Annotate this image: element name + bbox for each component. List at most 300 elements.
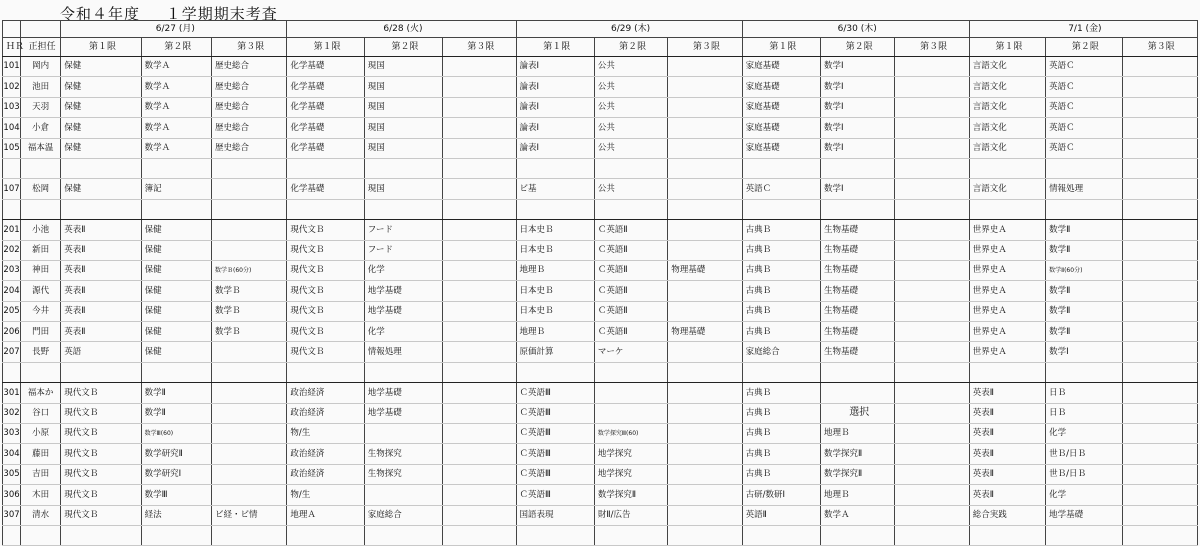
subject-cell: 英語 [61,342,141,362]
subject-cell: 日本史Ｂ [516,281,594,301]
date-header: 6/29 (木) [516,21,742,38]
subject-cell [895,138,969,158]
subject-cell [895,199,969,219]
subject-cell [1122,77,1198,97]
subject-cell: 古典Ｂ [742,260,820,280]
subject-cell [212,403,287,423]
subject-cell: 現国 [364,97,442,117]
subject-cell: 保健 [141,281,211,301]
period-header: 第３限 [668,38,742,57]
subject-cell [212,342,287,362]
period-header: 第３限 [1122,38,1198,57]
subject-cell [821,199,895,219]
subject-cell: 歴史総合 [212,97,287,117]
subject-cell [287,199,364,219]
subject-cell: 数学Ⅰ [821,77,895,97]
subject-cell: 歴史総合 [212,118,287,138]
subject-cell [1122,525,1198,545]
subject-cell [443,301,516,321]
subject-cell: 数学Ａ [141,138,211,158]
subject-cell: 数学Ⅰ [821,57,895,77]
subject-cell: 世界史Ａ [969,322,1045,342]
subject-cell: 数学探究Ⅱ [821,464,895,484]
subject-cell [895,97,969,117]
subject-cell: 数学Ｂ [212,322,287,342]
subject-cell [212,485,287,505]
subject-cell [668,199,742,219]
period-header: 第２限 [141,38,211,57]
subject-cell: 英表Ⅱ [61,301,141,321]
teacher-name: 小原 [21,424,61,444]
subject-cell [895,424,969,444]
subject-cell: 現代文Ｂ [287,260,364,280]
subject-cell: 歴史総合 [212,138,287,158]
subject-cell: 英表Ⅱ [61,240,141,260]
subject-cell [443,179,516,199]
subject-cell [821,383,895,403]
subject-cell [443,220,516,240]
hr-number: 102 [3,77,21,97]
teacher-name: 神田 [21,260,61,280]
class-row [3,138,1198,158]
period-header: 第３限 [443,38,516,57]
subject-cell [443,158,516,178]
subject-cell: 日本史Ｂ [516,240,594,260]
subject-cell [668,301,742,321]
subject-cell: 地学基礎 [364,281,442,301]
subject-cell: 経法 [141,505,211,525]
subject-cell: 英語Ｃ [1046,97,1122,117]
teacher-name: 松岡 [21,179,61,199]
subject-cell [668,342,742,362]
hr-number: 307 [3,505,21,525]
subject-cell [895,260,969,280]
subject-cell [443,138,516,158]
hr-number: 101 [3,57,21,77]
hr-number [3,158,21,178]
subject-cell: 現国 [364,77,442,97]
subject-cell: 生物探究 [364,444,442,464]
subject-cell [1122,322,1198,342]
class-row [3,260,1198,280]
subject-cell [212,179,287,199]
subject-cell [212,199,287,219]
hr-number: 305 [3,464,21,484]
hr-number: 206 [3,322,21,342]
exam-schedule-table [2,20,1198,546]
period-header: 第２限 [821,38,895,57]
subject-cell: 生物探究 [364,464,442,484]
subject-cell: 化学基礎 [287,138,364,158]
subject-cell [287,158,364,178]
subject-cell: 数学探究Ⅲ(60) [594,424,667,444]
teacher-name: 今井 [21,301,61,321]
subject-cell: Ｃ英語Ⅲ [516,464,594,484]
period-header-row [3,38,1198,57]
period-header: 第１限 [287,38,364,57]
subject-cell: 英語Ｃ [1046,77,1122,97]
subject-cell [61,158,141,178]
subject-cell [895,383,969,403]
subject-cell: 保健 [141,301,211,321]
subject-cell [443,424,516,444]
class-row [3,118,1198,138]
subject-cell: Ｃ英語Ⅱ [594,281,667,301]
subject-cell: 地学探究 [594,444,667,464]
teacher-name [21,158,61,178]
subject-cell: 化学基礎 [287,118,364,138]
subject-cell [594,362,667,382]
subject-cell: 保健 [61,118,141,138]
subject-cell: 数学Ⅱ(60分) [1046,260,1122,280]
subject-cell: 生物基礎 [821,342,895,362]
subject-cell: 世Ｂ/日Ｂ [1046,464,1122,484]
subject-cell: 化学 [1046,424,1122,444]
subject-cell: 現代文Ｂ [61,383,141,403]
subject-cell: 世界史Ａ [969,301,1045,321]
subject-cell [1122,97,1198,117]
subject-cell [1046,525,1122,545]
subject-cell: 世界史Ａ [969,281,1045,301]
subject-cell: 古典Ｂ [742,424,820,444]
subject-cell: 英表Ⅱ [969,424,1045,444]
subject-cell [895,322,969,342]
subject-cell: 化学基礎 [287,57,364,77]
subject-cell [61,525,141,545]
subject-cell [821,525,895,545]
teacher-name: 小池 [21,220,61,240]
subject-cell [895,179,969,199]
hr-number: 207 [3,342,21,362]
subject-cell: 数学探究Ⅱ [821,444,895,464]
subject-cell [895,281,969,301]
subject-cell: 言語文化 [969,57,1045,77]
subject-cell: 原価計算 [516,342,594,362]
subject-cell [1046,199,1122,219]
period-header: 第３限 [212,38,287,57]
subject-cell: 数学Ａ [141,57,211,77]
subject-cell [443,240,516,260]
date-header: 6/30 (木) [742,21,969,38]
subject-cell: 現代文Ｂ [287,220,364,240]
subject-cell [1122,281,1198,301]
hr-number: 301 [3,383,21,403]
subject-cell [1122,444,1198,464]
subject-cell [443,77,516,97]
subject-cell: 国語表現 [516,505,594,525]
subject-cell [516,158,594,178]
title-year: 令和４年度 [60,5,141,23]
teacher-name: 池田 [21,77,61,97]
subject-cell: 化学 [1046,485,1122,505]
period-header: 第１限 [516,38,594,57]
hr-number: 105 [3,138,21,158]
teacher-name: 谷口 [21,403,61,423]
subject-cell: 数学Ａ [141,97,211,117]
subject-cell [141,158,211,178]
subject-cell: 日Ｂ [1046,383,1122,403]
class-row [3,301,1198,321]
subject-cell [212,362,287,382]
subject-cell: 家庭総合 [364,505,442,525]
subject-cell: 地理Ａ [287,505,364,525]
hr-number: 302 [3,403,21,423]
subject-cell: 現代文Ｂ [287,322,364,342]
subject-cell: 世界史Ａ [969,342,1045,362]
subject-cell [443,342,516,362]
class-row [3,77,1198,97]
period-header: 第１限 [61,38,141,57]
subject-cell [895,464,969,484]
subject-cell: フード [364,220,442,240]
subject-cell: 日本史Ｂ [516,220,594,240]
class-row [3,322,1198,342]
hr-number [3,525,21,545]
subject-cell: 日本史Ｂ [516,301,594,321]
subject-cell [895,444,969,464]
teacher-name: 門田 [21,322,61,342]
subject-cell [443,362,516,382]
date-header-row [3,21,1198,38]
subject-cell [1122,362,1198,382]
subject-cell: Ｃ英語Ⅲ [516,424,594,444]
class-row [3,281,1198,301]
subject-cell [516,525,594,545]
teacher-name: 福本温 [21,138,61,158]
subject-cell: 化学 [364,322,442,342]
subject-cell: 数学Ａ [821,505,895,525]
class-row [3,179,1198,199]
subject-cell [895,505,969,525]
subject-cell: 現代文Ｂ [287,301,364,321]
subject-cell: 現代文Ｂ [61,485,141,505]
subject-cell: 現代文Ｂ [287,281,364,301]
subject-cell: 政治経済 [287,444,364,464]
class-row [3,485,1198,505]
subject-cell [212,220,287,240]
subject-cell [287,362,364,382]
subject-cell: 簿記 [141,179,211,199]
class-row [3,97,1198,117]
subject-cell [443,444,516,464]
subject-cell: 地学基礎 [364,301,442,321]
subject-cell: 公共 [594,179,667,199]
subject-cell: 保健 [141,322,211,342]
subject-cell [443,281,516,301]
subject-cell [364,362,442,382]
subject-cell: 数学Ⅰ [1046,342,1122,362]
subject-cell: 言語文化 [969,77,1045,97]
subject-cell [443,403,516,423]
subject-cell [895,403,969,423]
subject-cell: 生物基礎 [821,322,895,342]
subject-cell [443,260,516,280]
hr-number: 203 [3,260,21,280]
subject-cell: 数学Ⅱ [1046,281,1122,301]
subject-cell [364,485,442,505]
class-row [3,424,1198,444]
hr-number: 204 [3,281,21,301]
subject-cell [1122,240,1198,260]
subject-cell [668,118,742,138]
subject-cell [141,199,211,219]
teacher-name: 吉田 [21,464,61,484]
subject-cell: 数学Ⅲ(60) [141,424,211,444]
subject-cell [443,485,516,505]
subject-cell [895,57,969,77]
subject-cell [443,464,516,484]
subject-cell: 数学Ⅰ [821,97,895,117]
subject-cell: 英表Ⅱ [61,220,141,240]
subject-cell: 古典Ｂ [742,301,820,321]
subject-cell [742,158,820,178]
period-header: 第２限 [594,38,667,57]
subject-cell: 家庭総合 [742,342,820,362]
subject-cell: 論表Ⅰ [516,118,594,138]
subject-cell [895,220,969,240]
subject-cell [212,240,287,260]
subject-cell [364,525,442,545]
subject-cell [668,138,742,158]
subject-cell: 現国 [364,118,442,138]
subject-cell: 物理基礎 [668,260,742,280]
subject-cell: 保健 [61,97,141,117]
subject-cell: 言語文化 [969,118,1045,138]
period-header: 第２限 [1046,38,1122,57]
hr-number: 304 [3,444,21,464]
subject-cell [1122,179,1198,199]
subject-cell [443,383,516,403]
subject-cell [742,362,820,382]
subject-cell [742,525,820,545]
class-row [3,383,1198,403]
teacher-name: 木田 [21,485,61,505]
subject-cell: 英表Ⅱ [969,383,1045,403]
subject-cell: 古典Ｂ [742,383,820,403]
subject-cell [895,118,969,138]
subject-cell [364,424,442,444]
subject-cell: 数学Ａ [141,118,211,138]
subject-cell [821,362,895,382]
subject-cell: 家庭基礎 [742,77,820,97]
teacher-name: 清水 [21,505,61,525]
subject-cell [141,525,211,545]
subject-cell [516,362,594,382]
subject-cell: 数学Ｂ(60分) [212,260,287,280]
period-header: 第３限 [895,38,969,57]
subject-cell [1122,199,1198,219]
period-header: 第１限 [742,38,820,57]
subject-cell: 保健 [61,77,141,97]
subject-cell: 古典Ｂ [742,281,820,301]
subject-cell [895,301,969,321]
subject-cell: 物/生 [287,485,364,505]
subject-cell: 公共 [594,118,667,138]
teacher-name: 岡内 [21,57,61,77]
subject-cell [364,199,442,219]
subject-cell [895,240,969,260]
subject-cell [212,424,287,444]
subject-cell [1122,505,1198,525]
period-header: 第１限 [969,38,1045,57]
subject-cell: 数学Ａ [141,77,211,97]
subject-cell [895,485,969,505]
subject-cell: 数学Ｂ [212,281,287,301]
subject-cell: 数学Ⅱ [1046,220,1122,240]
subject-cell: 古典Ｂ [742,322,820,342]
subject-cell: 保健 [141,220,211,240]
subject-cell: 家庭基礎 [742,57,820,77]
subject-cell [1122,158,1198,178]
subject-cell [594,199,667,219]
subject-cell: 数学Ⅰ [821,138,895,158]
subject-cell [895,342,969,362]
subject-cell: Ｃ英語Ⅲ [516,403,594,423]
subject-cell [594,525,667,545]
subject-cell: 家庭基礎 [742,118,820,138]
subject-cell: Ｃ英語Ⅱ [594,240,667,260]
subject-cell [969,158,1045,178]
subject-cell [364,158,442,178]
subject-cell: 古研/数研Ⅰ [742,485,820,505]
subject-cell: 地学基礎 [364,403,442,423]
subject-cell [668,525,742,545]
subject-cell: 英語Ｃ [1046,57,1122,77]
subject-cell: Ｃ英語Ⅲ [516,383,594,403]
class-row [3,464,1198,484]
subject-cell: 英語Ｃ [1046,138,1122,158]
subject-cell: 言語文化 [969,138,1045,158]
subject-cell [668,403,742,423]
subject-cell: 保健 [141,260,211,280]
hr-number: 201 [3,220,21,240]
subject-cell: 数学探究Ⅱ [594,485,667,505]
subject-cell [61,362,141,382]
subject-cell [61,199,141,219]
subject-cell: 現代文Ｂ [61,444,141,464]
subject-cell [668,220,742,240]
subject-cell: 現国 [364,179,442,199]
subject-cell [1122,260,1198,280]
subject-cell [969,362,1045,382]
subject-cell [668,505,742,525]
subject-cell [1122,118,1198,138]
subject-cell: 選択 [821,403,895,423]
teacher-name [21,199,61,219]
subject-cell [668,57,742,77]
subject-cell [1122,403,1198,423]
subject-cell [443,199,516,219]
subject-cell: 数学Ⅲ [141,485,211,505]
subject-cell [895,362,969,382]
subject-cell: マーケ [594,342,667,362]
hr-number: 205 [3,301,21,321]
subject-cell: 数学研究Ⅱ [141,444,211,464]
teacher-name [21,362,61,382]
subject-cell [668,158,742,178]
subject-cell [1122,383,1198,403]
spacer-row [3,199,1198,219]
class-row [3,57,1198,77]
subject-cell: 世Ｂ/日Ｂ [1046,444,1122,464]
subject-cell: 家庭基礎 [742,138,820,158]
subject-cell [668,464,742,484]
subject-cell [516,199,594,219]
subject-cell: 現代文Ｂ [287,240,364,260]
subject-cell: 歴史総合 [212,57,287,77]
subject-cell: 現代文Ｂ [61,464,141,484]
subject-cell [1122,301,1198,321]
